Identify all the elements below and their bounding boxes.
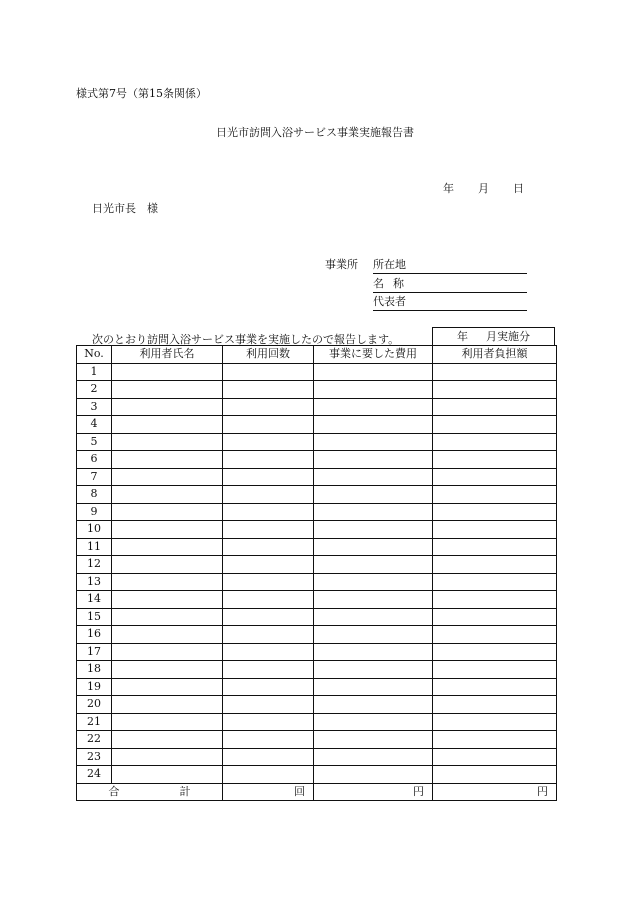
table-row xyxy=(77,661,557,679)
user-burden-cell[interactable] xyxy=(433,538,557,556)
office-representative-field[interactable] xyxy=(373,293,527,311)
table-row xyxy=(77,573,557,591)
user-name-cell[interactable] xyxy=(112,451,223,469)
cost-cell[interactable] xyxy=(314,363,433,381)
user-burden-cell[interactable] xyxy=(433,398,557,416)
office-name-label-1: 名 xyxy=(373,277,384,290)
user-burden-cell[interactable] xyxy=(433,486,557,504)
user-name-cell[interactable] xyxy=(112,643,223,661)
header-cost: 事業に要した費用 xyxy=(314,346,433,364)
row-number: 13 xyxy=(77,573,112,591)
user-name-cell[interactable] xyxy=(112,538,223,556)
date-day-label: 日 xyxy=(513,182,524,195)
user-name-cell[interactable] xyxy=(112,433,223,451)
period-year-label: 年 xyxy=(457,330,468,343)
cost-cell[interactable] xyxy=(314,556,433,574)
cost-cell[interactable] xyxy=(314,433,433,451)
user-burden-cell[interactable] xyxy=(433,381,557,399)
header-user-name: 利用者氏名 xyxy=(112,346,223,364)
cost-cell[interactable] xyxy=(314,398,433,416)
table-row xyxy=(77,468,557,486)
usage-count-cell[interactable] xyxy=(223,626,314,644)
user-burden-cell[interactable] xyxy=(433,713,557,731)
user-name-cell[interactable] xyxy=(112,626,223,644)
table-row xyxy=(77,678,557,696)
user-burden-cell[interactable] xyxy=(433,696,557,714)
cost-cell[interactable] xyxy=(314,538,433,556)
total-label-2: 計 xyxy=(179,784,191,798)
usage-count-cell[interactable] xyxy=(223,591,314,609)
row-number: 3 xyxy=(77,398,112,416)
unit-burden: 円 xyxy=(537,784,548,798)
cost-cell[interactable] xyxy=(314,643,433,661)
row-number: 20 xyxy=(77,696,112,714)
user-burden-cell[interactable] xyxy=(433,521,557,539)
user-name-cell[interactable] xyxy=(112,486,223,504)
intro-text: 次のとおり訪問入浴サービス事業を実施したので報告します。 xyxy=(92,333,400,346)
table-row xyxy=(77,713,557,731)
user-burden-cell[interactable] xyxy=(433,731,557,749)
user-name-cell[interactable] xyxy=(112,468,223,486)
usage-count-cell[interactable] xyxy=(223,643,314,661)
total-cost-cell[interactable] xyxy=(314,783,433,801)
user-name-cell[interactable] xyxy=(112,573,223,591)
office-name-field[interactable] xyxy=(373,275,527,293)
table-row xyxy=(77,556,557,574)
cost-cell[interactable] xyxy=(314,381,433,399)
usage-count-cell[interactable] xyxy=(223,731,314,749)
usage-count-cell[interactable] xyxy=(223,486,314,504)
user-name-cell[interactable] xyxy=(112,556,223,574)
user-burden-cell[interactable] xyxy=(433,503,557,521)
user-burden-cell[interactable] xyxy=(433,608,557,626)
table-row xyxy=(77,626,557,644)
table-row xyxy=(77,643,557,661)
period-box[interactable] xyxy=(432,327,555,345)
usage-count-cell[interactable] xyxy=(223,573,314,591)
cost-cell[interactable] xyxy=(314,626,433,644)
cost-cell[interactable] xyxy=(314,661,433,679)
user-burden-cell[interactable] xyxy=(433,468,557,486)
usage-count-cell[interactable] xyxy=(223,696,314,714)
header-no: No. xyxy=(77,346,112,364)
user-name-cell[interactable] xyxy=(112,731,223,749)
usage-count-cell[interactable] xyxy=(223,766,314,784)
report-table xyxy=(76,345,557,801)
row-number: 7 xyxy=(77,468,112,486)
date-year-label: 年 xyxy=(443,182,454,195)
table-row xyxy=(77,521,557,539)
cost-cell[interactable] xyxy=(314,678,433,696)
user-burden-cell[interactable] xyxy=(433,748,557,766)
usage-count-cell[interactable] xyxy=(223,608,314,626)
cost-cell[interactable] xyxy=(314,696,433,714)
cost-cell[interactable] xyxy=(314,748,433,766)
row-number: 23 xyxy=(77,748,112,766)
usage-count-cell[interactable] xyxy=(223,556,314,574)
date-month-label: 月 xyxy=(478,182,489,195)
office-label: 事業所 xyxy=(325,258,358,271)
user-name-cell[interactable] xyxy=(112,696,223,714)
row-number: 24 xyxy=(77,766,112,784)
cost-cell[interactable] xyxy=(314,503,433,521)
user-name-cell[interactable] xyxy=(112,416,223,434)
office-location-label: 所在地 xyxy=(373,258,406,271)
user-burden-cell[interactable] xyxy=(433,661,557,679)
row-number: 2 xyxy=(77,381,112,399)
table-header-row xyxy=(77,346,557,364)
cost-cell[interactable] xyxy=(314,766,433,784)
period-month-label: 月実施分 xyxy=(486,330,530,343)
row-number: 8 xyxy=(77,486,112,504)
table-row xyxy=(77,731,557,749)
page-title: 日光市訪問入浴サービス事業実施報告書 xyxy=(216,126,414,139)
usage-count-cell[interactable] xyxy=(223,678,314,696)
total-row xyxy=(77,783,557,801)
office-location-field[interactable] xyxy=(373,256,527,274)
date-line xyxy=(443,180,538,196)
user-name-cell[interactable] xyxy=(112,766,223,784)
user-burden-cell[interactable] xyxy=(433,766,557,784)
table-row xyxy=(77,381,557,399)
user-name-cell[interactable] xyxy=(112,748,223,766)
cost-cell[interactable] xyxy=(314,731,433,749)
form-number: 様式第7号（第15条関係） xyxy=(76,87,207,100)
user-burden-cell[interactable] xyxy=(433,416,557,434)
usage-count-cell[interactable] xyxy=(223,468,314,486)
user-burden-cell[interactable] xyxy=(433,626,557,644)
user-burden-cell[interactable] xyxy=(433,451,557,469)
row-number: 15 xyxy=(77,608,112,626)
usage-count-cell[interactable] xyxy=(223,521,314,539)
row-number: 10 xyxy=(77,521,112,539)
user-name-cell[interactable] xyxy=(112,363,223,381)
row-number: 1 xyxy=(77,363,112,381)
table-row xyxy=(77,363,557,381)
row-number: 12 xyxy=(77,556,112,574)
row-number: 19 xyxy=(77,678,112,696)
office-representative-label: 代表者 xyxy=(373,295,406,308)
header-usage-count: 利用回数 xyxy=(223,346,314,364)
unit-count: 回 xyxy=(294,784,305,798)
cost-cell[interactable] xyxy=(314,468,433,486)
usage-count-cell[interactable] xyxy=(223,748,314,766)
user-name-cell[interactable] xyxy=(112,661,223,679)
cost-cell[interactable] xyxy=(314,713,433,731)
row-number: 16 xyxy=(77,626,112,644)
cost-cell[interactable] xyxy=(314,451,433,469)
user-name-cell[interactable] xyxy=(112,591,223,609)
table-row xyxy=(77,766,557,784)
table-row xyxy=(77,398,557,416)
usage-count-cell[interactable] xyxy=(223,398,314,416)
usage-count-cell[interactable] xyxy=(223,713,314,731)
user-burden-cell[interactable] xyxy=(433,591,557,609)
table-row xyxy=(77,416,557,434)
user-name-cell[interactable] xyxy=(112,713,223,731)
row-number: 18 xyxy=(77,661,112,679)
table-row xyxy=(77,433,557,451)
usage-count-cell[interactable] xyxy=(223,661,314,679)
row-number: 22 xyxy=(77,731,112,749)
cost-cell[interactable] xyxy=(314,591,433,609)
user-name-cell[interactable] xyxy=(112,398,223,416)
total-burden-cell[interactable] xyxy=(433,783,557,801)
usage-count-cell[interactable] xyxy=(223,503,314,521)
table-row xyxy=(77,608,557,626)
usage-count-cell[interactable] xyxy=(223,433,314,451)
row-number: 11 xyxy=(77,538,112,556)
user-name-cell[interactable] xyxy=(112,503,223,521)
user-name-cell[interactable] xyxy=(112,608,223,626)
row-number: 9 xyxy=(77,503,112,521)
user-burden-cell[interactable] xyxy=(433,556,557,574)
addressee: 日光市長 様 xyxy=(92,202,158,215)
user-burden-cell[interactable] xyxy=(433,643,557,661)
cost-cell[interactable] xyxy=(314,486,433,504)
row-number: 14 xyxy=(77,591,112,609)
usage-count-cell[interactable] xyxy=(223,451,314,469)
table-row xyxy=(77,451,557,469)
user-burden-cell[interactable] xyxy=(433,433,557,451)
table-row xyxy=(77,696,557,714)
user-burden-cell[interactable] xyxy=(433,678,557,696)
total-count-cell[interactable] xyxy=(223,783,314,801)
table-row xyxy=(77,538,557,556)
row-number: 4 xyxy=(77,416,112,434)
usage-count-cell[interactable] xyxy=(223,381,314,399)
usage-count-cell[interactable] xyxy=(223,538,314,556)
row-number: 17 xyxy=(77,643,112,661)
user-name-cell[interactable] xyxy=(112,381,223,399)
cost-cell[interactable] xyxy=(314,416,433,434)
cost-cell[interactable] xyxy=(314,521,433,539)
row-number: 6 xyxy=(77,451,112,469)
cost-cell[interactable] xyxy=(314,608,433,626)
unit-cost: 円 xyxy=(413,784,424,798)
table-row xyxy=(77,591,557,609)
table-row xyxy=(77,503,557,521)
total-label-1: 合 xyxy=(108,784,120,798)
header-user-burden: 利用者負担額 xyxy=(433,346,557,364)
table-row xyxy=(77,748,557,766)
user-name-cell[interactable] xyxy=(112,678,223,696)
total-label xyxy=(77,783,223,801)
cost-cell[interactable] xyxy=(314,573,433,591)
office-name-label-2: 称 xyxy=(393,277,404,290)
row-number: 5 xyxy=(77,433,112,451)
row-number: 21 xyxy=(77,713,112,731)
usage-count-cell[interactable] xyxy=(223,363,314,381)
table-row xyxy=(77,486,557,504)
user-burden-cell[interactable] xyxy=(433,363,557,381)
usage-count-cell[interactable] xyxy=(223,416,314,434)
user-name-cell[interactable] xyxy=(112,521,223,539)
user-burden-cell[interactable] xyxy=(433,573,557,591)
